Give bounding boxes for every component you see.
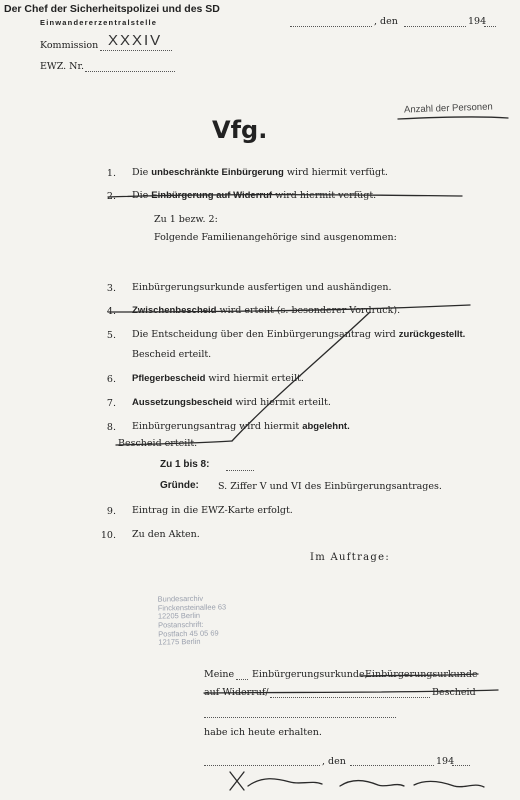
organization-title: Der Chef der Sicherheitspolizei und des SD (4, 3, 220, 15)
sub-exceptions: Folgende Familienangehörige sind ausgenommen: (154, 232, 397, 243)
receipt-certificate: Einbürgerungsurkunde, (252, 669, 368, 680)
organization-subtitle: Einwandererzentralstelle (40, 18, 158, 27)
receipt-received: habe ich heute erhalten. (204, 727, 322, 738)
receipt-date-label: , den (322, 756, 346, 767)
item-9: Eintrag in die EWZ-Karte erfolgt. (132, 505, 293, 516)
item-8-line2: Bescheid erteilt. (118, 438, 198, 449)
receipt-notice: Bescheid (432, 687, 476, 698)
item-number: 1. (106, 168, 116, 179)
receipt-certificate-struck: Einbürgerungsurkunde (365, 669, 478, 680)
item-number: 9. (106, 506, 116, 517)
archive-stamp: Bundesarchiv Finckensteinallee 63 12205 Berlin Postanschrift: Postfach 45 05 69 12175 Berlin (157, 593, 227, 647)
item-3: Einbürgerungsurkunde ausfertigen und aushändigen. (132, 282, 392, 293)
year-label: 194 (468, 16, 487, 27)
ewz-number-label: EWZ. Nr. (40, 61, 85, 72)
date-label: , den (374, 16, 398, 27)
gruende-text: S. Ziffer V und VI des Einbürgerungsantrages. (218, 481, 442, 492)
item-6: Pflegerbescheid wird hiermit erteilt. (132, 373, 304, 384)
item-number: 6. (106, 374, 116, 385)
receipt-revocable: auf Widerruf/ (204, 687, 269, 698)
item-number: 2. (106, 191, 116, 202)
item-2: Die Einbürgerung auf Widerruf wird hiermit verfügt. (132, 190, 377, 201)
item-number: 8. (106, 422, 116, 433)
item-number: 10. (100, 530, 116, 541)
receipt-meine: Meine (204, 669, 235, 680)
sub-heading-zu-1-2: Zu 1 bezw. 2: (154, 214, 218, 225)
item-5-line2: Bescheid erteilt. (132, 349, 212, 360)
item-7: Aussetzungsbescheid wird hiermit erteilt. (132, 397, 331, 408)
item-number: 5. (106, 330, 116, 341)
item-number: 7. (106, 398, 116, 409)
item-8: Einbürgerungsantrag wird hiermit abgelehnt. (132, 421, 350, 432)
zu-1-bis-8: Zu 1 bis 8: (160, 459, 210, 470)
receipt-year-label: 194 (436, 756, 455, 767)
item-10: Zu den Akten. (132, 529, 200, 540)
item-5: Die Entscheidung über den Einbürgerungsantrag wird zurückgestellt. (132, 329, 466, 340)
kommission-label: Kommission (40, 40, 99, 51)
gruende-label: Gründe: (160, 480, 199, 491)
item-4: Zwischenbescheid wird erteilt (s. besonderer Vordruck). (132, 305, 401, 316)
page-title: Vfg. (212, 116, 268, 144)
item-1: Die unbeschränkte Einbürgerung wird hiermit verfügt. (132, 167, 388, 178)
signature-label: Im Auftrage: (310, 552, 391, 563)
item-number: 4. (106, 306, 116, 317)
kommission-value: XXXIV (108, 32, 163, 49)
handwritten-note: Anzahl der Personen (403, 101, 493, 116)
item-number: 3. (106, 283, 116, 294)
